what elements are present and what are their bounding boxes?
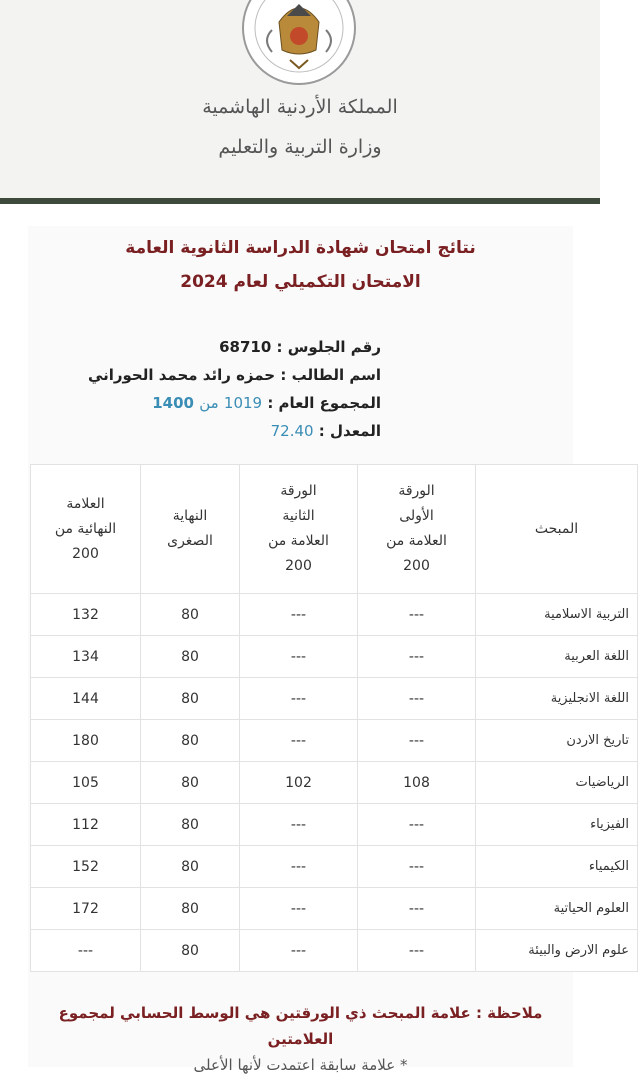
student-name-line [88, 366, 381, 384]
final-mark-cell: 112 [31, 804, 141, 846]
paper2-cell: --- [240, 720, 358, 762]
total-max: 1400 [152, 394, 194, 412]
note-line-3: * علامة سابقة اعتمدت لأنها الأعلى [193, 1056, 408, 1074]
min-mark-cell: 80 [141, 594, 240, 636]
subject-cell: الرياضيات [476, 762, 638, 804]
paper1-cell: --- [358, 594, 476, 636]
table-row [31, 720, 638, 762]
student-name-value: حمزه رائد محمد الحوراني [87, 366, 276, 384]
table-row [31, 636, 638, 678]
min-mark-cell: 80 [141, 762, 240, 804]
paper2-cell: --- [240, 888, 358, 930]
min-mark-cell: 80 [141, 720, 240, 762]
paper1-cell: --- [358, 846, 476, 888]
average-value: 72.40 [270, 422, 314, 440]
final-mark-cell: 144 [31, 678, 141, 720]
table-row [31, 888, 638, 930]
paper1-cell: --- [358, 888, 476, 930]
subject-cell: اللغة العربية [476, 636, 638, 678]
final-mark-cell: 105 [31, 762, 141, 804]
header-final-mark: العلامة النهائية من 200 [31, 465, 141, 594]
paper2-cell: --- [240, 930, 358, 972]
table-row [31, 594, 638, 636]
paper2-cell: --- [240, 846, 358, 888]
subject-cell: اللغة الانجليزية [476, 678, 638, 720]
page-header [0, 0, 600, 204]
min-mark-cell: 80 [141, 888, 240, 930]
subject-cell: الفيزياء [476, 804, 638, 846]
table-row [31, 846, 638, 888]
note-line-1: ملاحظة : علامة المبحث ذي الورقتين هي الوسط الحسابي لمجموع [58, 1004, 543, 1022]
min-mark-cell: 80 [141, 636, 240, 678]
paper1-cell: --- [358, 636, 476, 678]
min-mark-cell: 80 [141, 846, 240, 888]
table-row [31, 678, 638, 720]
total-value: 1019 [223, 394, 263, 412]
results-panel [28, 226, 629, 1074]
table-row [31, 804, 638, 846]
subject-cell: العلوم الحياتية [476, 888, 638, 930]
header-subject: المبحث [476, 465, 638, 594]
paper2-cell: 102 [240, 762, 358, 804]
min-mark-cell: 80 [141, 804, 240, 846]
total-label: المجموع العام : [267, 394, 381, 412]
table-row [31, 762, 638, 804]
header-paper2: الورقة الثانية العلامة من 200 [240, 465, 358, 594]
seat-number-label: رقم الجلوس : [276, 338, 381, 356]
final-mark-cell: 132 [31, 594, 141, 636]
final-mark-cell: --- [31, 930, 141, 972]
total-line [152, 394, 381, 412]
subject-cell: علوم الارض والبيئة [476, 930, 638, 972]
paper1-cell: 108 [358, 762, 476, 804]
paper1-cell: --- [358, 930, 476, 972]
final-mark-cell: 172 [31, 888, 141, 930]
seat-number-value: 68710 [219, 338, 272, 356]
ministry-emblem-icon [232, 0, 366, 86]
kingdom-name: المملكة الأردنية الهاشمية [202, 96, 398, 118]
paper2-cell: --- [240, 594, 358, 636]
ministry-name: وزارة التربية والتعليم [218, 136, 382, 158]
seat-number-line [219, 338, 381, 356]
min-mark-cell: 80 [141, 678, 240, 720]
subject-cell: التربية الاسلامية [476, 594, 638, 636]
final-mark-cell: 134 [31, 636, 141, 678]
paper1-cell: --- [358, 804, 476, 846]
results-table [30, 464, 638, 972]
average-label: المعدل : [318, 422, 381, 440]
average-line [271, 422, 381, 440]
subject-cell: الكيمياء [476, 846, 638, 888]
table-row [31, 930, 638, 972]
student-name-label: اسم الطالب : [280, 366, 381, 384]
note-line-2: العلامتين [267, 1030, 334, 1048]
paper2-cell: --- [240, 636, 358, 678]
paper2-cell: --- [240, 804, 358, 846]
total-of: من [199, 394, 219, 412]
paper1-cell: --- [358, 678, 476, 720]
paper1-cell: --- [358, 720, 476, 762]
final-mark-cell: 180 [31, 720, 141, 762]
table-header-row [31, 465, 638, 594]
subject-cell: تاريخ الاردن [476, 720, 638, 762]
final-mark-cell: 152 [31, 846, 141, 888]
min-mark-cell: 80 [141, 930, 240, 972]
results-subtitle: الامتحان التكميلي لعام 2024 [180, 272, 421, 292]
header-min-mark: النهاية الصغرى [141, 465, 240, 594]
results-title: نتائج امتحان شهادة الدراسة الثانوية العامة [125, 238, 476, 258]
header-paper1: الورقة الأولى العلامة من 200 [358, 465, 476, 594]
paper2-cell: --- [240, 678, 358, 720]
